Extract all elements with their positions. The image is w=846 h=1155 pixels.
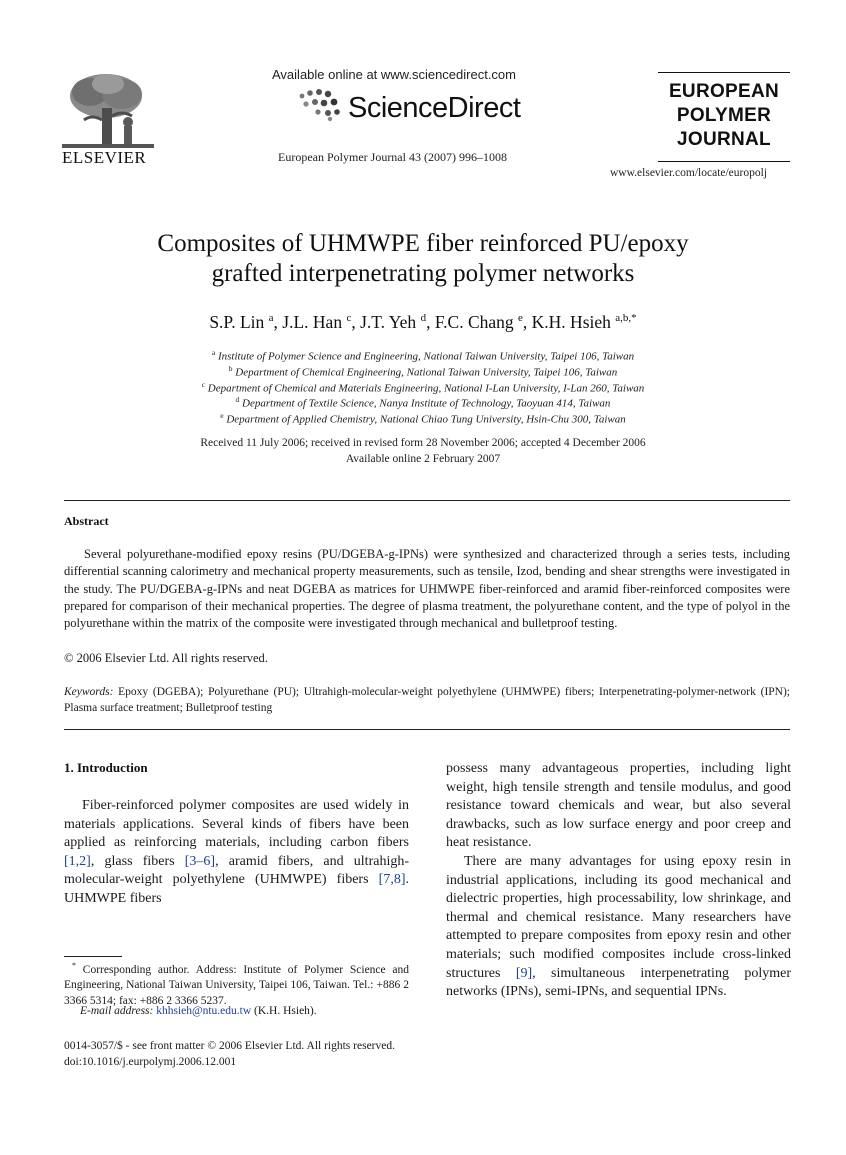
author-affil-marker[interactable]: a — [268, 312, 274, 325]
available-online-text: Available online at www.sciencedirect.com — [272, 67, 516, 82]
journal-logo-line: JOURNAL — [677, 129, 771, 150]
affiliation — [0, 411, 846, 426]
email-label: E-mail address: — [80, 1005, 154, 1017]
email-suffix: (K.H. Hsieh). — [251, 1005, 317, 1017]
footnote-text: Corresponding author. Address: Institute of Polymer Science and Engineering, National Taiwan University, Taipei 106, Taiwan. Tel.: +886 2 3366 5314; fax: +886 2 3366 5237. — [64, 963, 410, 1007]
affiliation-marker: e — [220, 411, 224, 420]
paragraph-text: , aramid fibers, and ultrahigh-molecular-weight polyethylene (UHMWPE) fibers — [64, 853, 409, 888]
doi-link[interactable]: doi:10.1016/j.eurpolymj.2006.12.001 — [64, 1056, 237, 1068]
affiliation-marker: b — [228, 364, 233, 373]
section-heading: 1. Introduction — [64, 760, 148, 775]
divider — [64, 729, 790, 730]
citation-link[interactable]: [1,2] — [64, 853, 91, 869]
paragraph-text: , glass fibers — [90, 853, 185, 869]
author-separator: , — [522, 312, 532, 332]
author-affil-marker[interactable]: e — [518, 312, 523, 325]
journal-logo-line: EUROPEAN — [668, 81, 780, 102]
journal-website-link[interactable]: www.elsevier.com/locate/europolj — [610, 167, 768, 179]
email-link[interactable]: khhsieh@ntu.edu.tw — [156, 1005, 252, 1017]
sciencedirect-dots-icon — [296, 88, 344, 122]
author-separator: , — [273, 312, 283, 332]
author-name[interactable]: F.C. Chang — [434, 312, 514, 332]
author-separator: , — [351, 312, 361, 332]
author-affil-marker[interactable]: a,b,* — [615, 312, 637, 325]
journal-logo-line: POLYMER — [676, 105, 772, 126]
affiliation — [0, 395, 846, 410]
article-title-line-2: grafted interpenetrating polymer networks — [211, 260, 635, 287]
affiliation-marker: d — [235, 395, 240, 404]
affiliation-marker: a — [211, 348, 216, 357]
paragraph-text: Fiber-reinforced polymer composites are used widely in materials applications. Several kinds of fibers have been applied as reinforcing materials, including carbon fibers — [64, 798, 409, 851]
author-affil-marker[interactable]: d — [420, 312, 427, 325]
divider — [64, 500, 790, 501]
intro-paragraph — [64, 797, 409, 909]
affiliation-text: Department of Chemical Engineering, National Taiwan University, Taipei 106, Taiwan — [235, 366, 618, 379]
journal-logo — [658, 72, 790, 162]
available-online-date: Available online 2 February 2007 — [345, 453, 501, 465]
abstract-heading: Abstract — [64, 514, 109, 528]
author-name[interactable]: J.L. Han — [282, 312, 343, 332]
footnote-divider — [64, 956, 122, 957]
author-separator: , — [426, 312, 435, 332]
article-title-line-1: Composites of UHMWPE fiber reinforced PU/epoxy — [157, 230, 689, 257]
paragraph-text: , simultaneous interpenetrating polymer networks (IPNs), semi-IPNs, and sequential IPNs. — [446, 965, 791, 1000]
abstract-copyright: © 2006 Elsevier Ltd. All rights reserved. — [64, 651, 268, 665]
corresponding-author-footnote — [64, 958, 409, 1009]
elsevier-wordmark: ELSEVIER — [62, 148, 147, 167]
footnote-marker: * — [72, 961, 76, 970]
affiliation — [0, 380, 846, 395]
author-affil-marker[interactable]: c — [346, 312, 352, 325]
affiliation-text: Department of Chemical and Materials Engineering, National I-Lan University, I-Lan 260, Taiwan — [207, 382, 645, 395]
received-dates: Received 11 July 2006; received in revised form 28 November 2006; accepted 4 December 2006 — [200, 437, 646, 449]
sciencedirect-wordmark: ScienceDirect — [348, 92, 521, 124]
citation-link[interactable]: [3–6] — [184, 853, 216, 869]
journal-reference: European Polymer Journal 43 (2007) 996–1008 — [278, 150, 507, 164]
author-name[interactable]: K.H. Hsieh — [531, 312, 611, 332]
affiliation — [0, 364, 846, 379]
email-line — [80, 1005, 317, 1017]
keywords-label: Keywords: — [64, 686, 114, 698]
author-name[interactable]: J.T. Yeh — [360, 312, 417, 332]
keywords — [64, 684, 790, 716]
paragraph-text: . UHMWPE fibers — [64, 872, 409, 906]
affiliation-marker: c — [201, 380, 206, 389]
issn-line: 0014-3057/$ - see front matter © 2006 Elsevier Ltd. All rights reserved. — [64, 1040, 395, 1052]
affiliation-text: Department of Textile Science, Nanya Institute of Technology, Taoyuan 414, Taiwan — [242, 397, 611, 410]
affiliation-text: Institute of Polymer Science and Engineering, National Taiwan University, Taipei 106, Taiwan — [217, 350, 635, 363]
keywords-text: Epoxy (DGEBA); Polyurethane (PU); Ultrahigh-molecular-weight polyethylene (UHMWPE) fibers; Interpenetrating-polymer-network (IPN); Plasma surface treatment; Bulletproof testing — [64, 686, 790, 714]
citation-link[interactable]: [7,8] — [378, 872, 406, 888]
affiliation — [0, 348, 846, 363]
intro-paragraph — [446, 853, 791, 1002]
affiliation-text: Department of Applied Chemistry, National Chiao Tung University, Hsin-Chu 300, Taiwan — [226, 413, 626, 426]
paragraph-text: There are many advantages for using epoxy resin in industrial applications, including its good mechanical and dielectric properties, high processability, low shrinkage, and thermal and chemical resistance. Many researchers have attempted to prepare composites from epoxy resin and other materials; such modified composites include cross-linked structures — [446, 854, 791, 981]
abstract-text: Several polyurethane-modified epoxy resins (PU/DGEBA-g-IPNs) were synthesized and characterized through a series tests, including differential scanning calorimetry and mechanical property measurements, such as tensile, Izod, bending and shear strengths were investigated in the study. The PU/DGEBA-g-IPNs and neat DGEBA as matrices for UHMWPE fiber-reinforced and aramid fiber-reinforced composites were prepared for comparison of their mechanical properties. The degree of plasma treatment, the polyurethane content, and the type of polyol in the polyurethane within the matrix of the composite were investigated through mechanical and bulletproof testing. — [64, 547, 790, 631]
author-list — [0, 312, 846, 333]
citation-link[interactable]: [9] — [515, 965, 533, 981]
author-name[interactable]: S.P. Lin — [209, 312, 265, 332]
intro-paragraph: possess many advantageous properties, including light weight, high tensile strength and tensile modulus, and good resistance toward chemicals and wear, but also several drawbacks, such as low surface energy and poor creep and heat resistance. — [446, 761, 791, 851]
